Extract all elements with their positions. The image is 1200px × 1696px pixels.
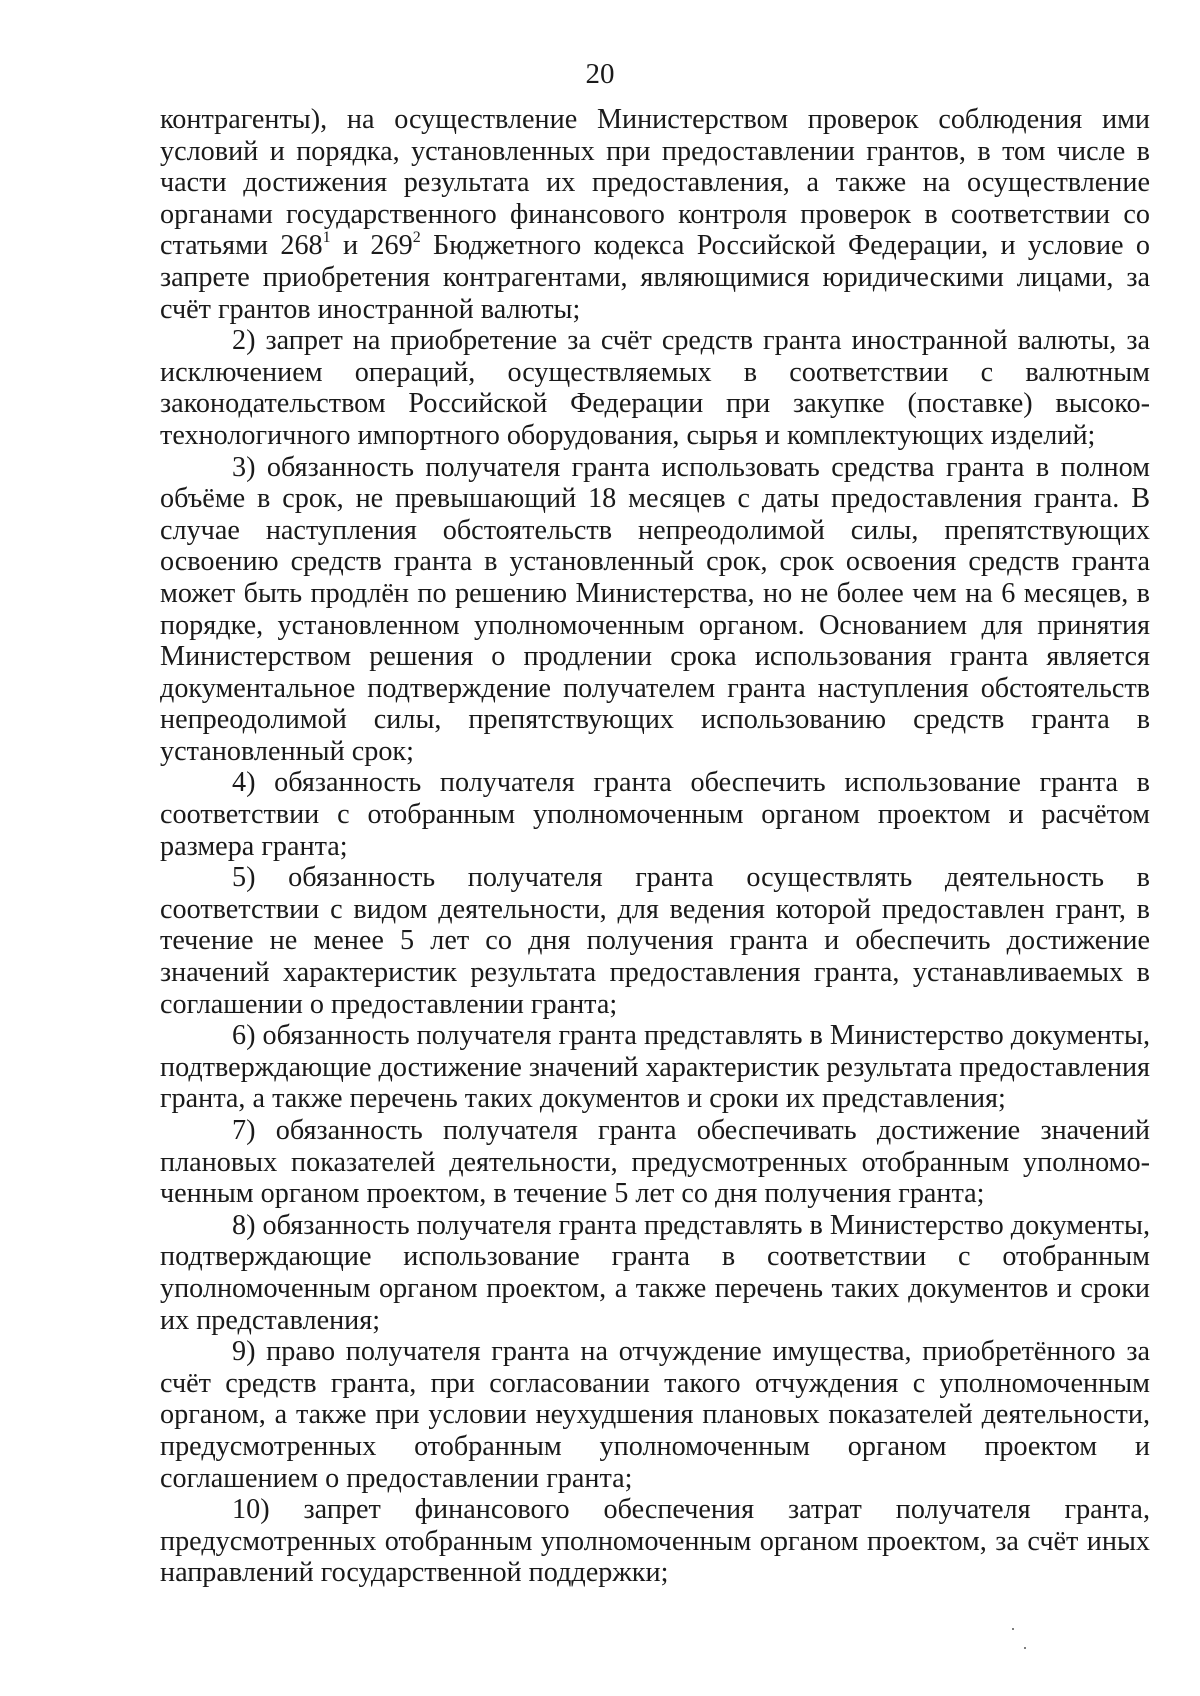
list-item-4: 4) обязанность получателя гранта обеспечить использование гранта в соответствии с отобранным уполномоченным органом проектом и расчётом размера гранта;: [160, 767, 1150, 862]
list-item-5: 5) обязанность получателя гранта осуществлять деятельность в соответствии с видом деятельности, для ведения которой предоставлен грант, в течение не менее 5 лет со дня получения гранта и обеспечить достижение значений характеристик результата предоставления гранта, устанавливаемых в соглашении о предоставлении гранта;: [160, 862, 1150, 1020]
scan-speck: [1012, 1628, 1014, 1630]
paragraph-intro: [160, 104, 1150, 325]
list-item-6: 6) обязанность получателя гранта представлять в Министерство документы, подтверждающие достижение значений характеристик результата предоставления гранта, а также перечень таких документов и сроки их представления;: [160, 1020, 1150, 1115]
intro-text-part-1: контрагенты), на осуществление Министерством проверок соблюдения ими условий и порядка, установленных при предоставлении грантов, в том числе в части достижения результата их предоставления, а также на осуществление органами государственного финансового контроля проверок в соответствии со статьями 268: [160, 104, 1150, 262]
intro-text-part-2: и 269: [330, 230, 413, 262]
page-number: 20: [585, 58, 615, 90]
list-item-9: 9) право получателя гранта на отчуждение имущества, приобретённого за счёт средств гранта, при согласовании такого отчуждения с уполномоченным органом, а также при условии неухудшения плановых показателей деятельности, предусмотренных отобранным уполномоченным органом проектом и соглашением о предоставлении гранта;: [160, 1336, 1150, 1494]
superscript-1: 1: [322, 229, 331, 247]
document-body: [160, 104, 1150, 1589]
list-item-10: 10) запрет финансового обеспечения затрат получателя гранта, предусмотренных отобранным уполномоченным органом проектом, за счёт иных направлений государственной поддержки;: [160, 1494, 1150, 1589]
list-item-2: 2) запрет на приобретение за счёт средств гранта иностранной валюты, за исключением операций, осуществляемых в соответствии с валютным законодательством Российской Федерации при закупке (поставке) высокотехнологичного импортного оборудования, сырья и комплектующих изделий;: [160, 325, 1150, 451]
scan-speck: [1024, 1647, 1026, 1649]
list-item-3: 3) обязанность получателя гранта использовать средства гранта в полном объёме в срок, не превышающий 18 месяцев с даты предоставления гранта. В случае наступления обстоятельств непреодолимой силы, препятствующих освоению средств гранта в установленный срок, срок освоения средств гранта может быть продлён по решению Министерства, но не более чем на 6 месяцев, в порядке, установленном уполномоченным органом. Основанием для принятия Министерством решения о продлении срока использования гранта является документальное подтверждение получателем гранта наступления обстоятельств непреодолимой силы, препятствующих использованию средств гранта в установленный срок;: [160, 451, 1150, 767]
superscript-2: 2: [412, 229, 421, 247]
list-item-7: 7) обязанность получателя гранта обеспечивать достижение значений плановых показателей деятельности, предусмотренных отобранным уполномоченным органом проектом, в течение 5 лет со дня получения гранта;: [160, 1115, 1150, 1210]
list-item-8: 8) обязанность получателя гранта представлять в Министерство документы, подтверждающие использование гранта в соответствии с отобранным уполномоченным органом проектом, а также перечень таких документов и сроки их представления;: [160, 1209, 1150, 1336]
intro-text-part-3: Бюджетного кодекса Российской Федерации, и условие о запрете приобретения контрагентами, являющимися юридическими лицами, за счёт грантов иностранной валюты;: [160, 230, 1150, 325]
